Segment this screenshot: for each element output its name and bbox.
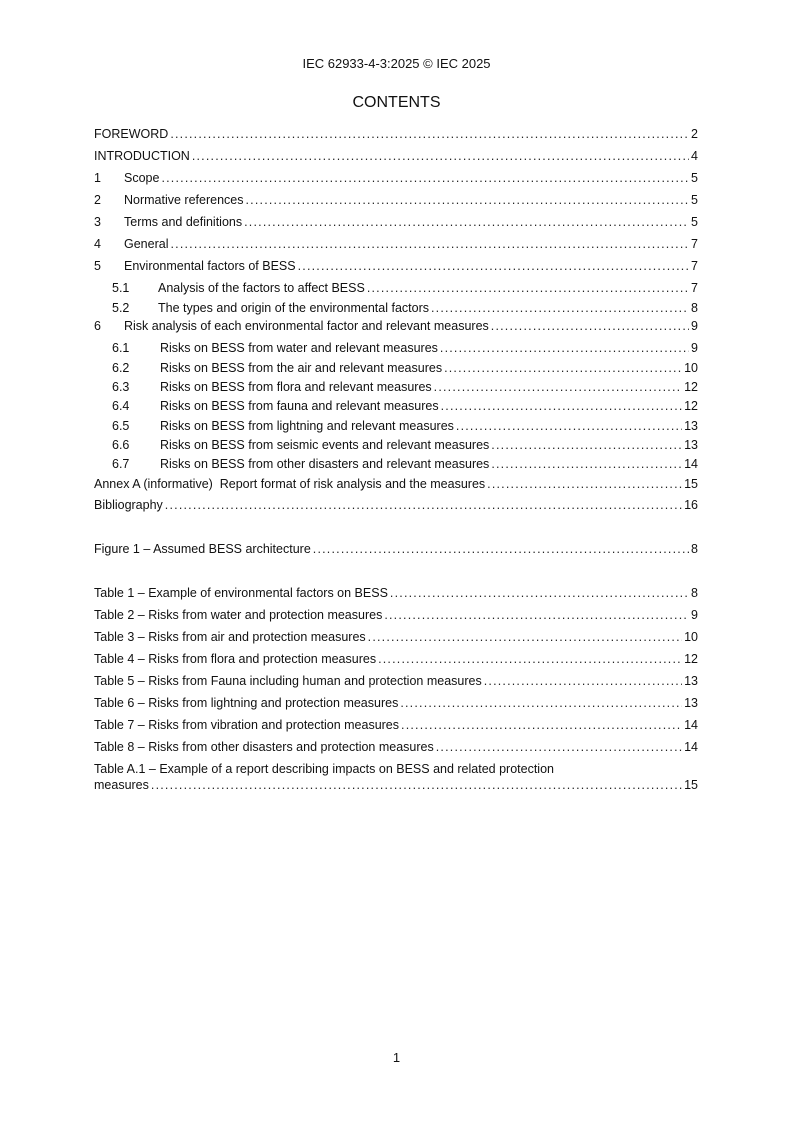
toc-entry-number: 5 bbox=[94, 259, 101, 273]
toc-entry-number: 6.2 bbox=[112, 361, 130, 375]
leader-dots bbox=[367, 280, 689, 296]
toc-entry-foreword[interactable] bbox=[94, 126, 698, 142]
toc-entry-number: 2 bbox=[94, 193, 101, 207]
toc-table-a1[interactable] bbox=[94, 777, 698, 793]
toc-entry-page: 7 bbox=[691, 259, 698, 273]
toc-entry-clause-6-1[interactable] bbox=[94, 340, 698, 356]
toc-entry-clause-1[interactable] bbox=[94, 170, 698, 186]
toc-entry-page: 9 bbox=[691, 319, 698, 333]
leader-dots bbox=[378, 651, 682, 667]
toc-entry-label: Risks on BESS from lightning and relevant measures bbox=[160, 419, 454, 433]
toc-entry-page: 5 bbox=[691, 171, 698, 185]
toc-entry-label: Figure 1 – Assumed BESS architecture bbox=[94, 542, 311, 556]
toc-table-3[interactable] bbox=[94, 629, 698, 645]
toc-entry-label: Risks on BESS from other disasters and relevant measures bbox=[160, 457, 490, 471]
toc-entry-page: 8 bbox=[691, 586, 698, 600]
toc-entry-page: 9 bbox=[691, 341, 698, 355]
toc-entry-clause-6-3[interactable] bbox=[94, 379, 698, 395]
toc-entry-clause-6-5[interactable] bbox=[94, 418, 698, 434]
toc-entry-clause-5[interactable] bbox=[94, 258, 698, 274]
toc-entry-bibliography[interactable] bbox=[94, 497, 698, 513]
toc-entry-label: The types and origin of the environmental factors bbox=[158, 301, 429, 315]
toc-entry-number: 1 bbox=[94, 171, 101, 185]
toc-entry-number: 6.7 bbox=[112, 457, 130, 471]
toc-table-a1-line1[interactable] bbox=[94, 761, 698, 777]
toc-figure-1[interactable] bbox=[94, 541, 698, 557]
toc-table-6[interactable] bbox=[94, 695, 698, 711]
toc-entry-label: Table 2 – Risks from water and protection measures bbox=[94, 608, 383, 622]
toc-entry-label: General bbox=[124, 237, 169, 251]
toc-entry-page: 13 bbox=[684, 674, 698, 688]
toc-entry-label: Risk analysis of each environmental factor and relevant measures bbox=[124, 319, 489, 333]
leader-dots bbox=[390, 585, 689, 601]
toc-entry-label: Environmental factors of BESS bbox=[124, 259, 296, 273]
leader-dots bbox=[165, 497, 682, 513]
toc-entry-label: Risks on BESS from water and relevant measures bbox=[160, 341, 438, 355]
toc-table-1[interactable] bbox=[94, 585, 698, 601]
leader-dots bbox=[161, 170, 689, 186]
toc-entry-label: Risks on BESS from seismic events and relevant measures bbox=[160, 438, 490, 452]
toc-entry-page: 14 bbox=[684, 740, 698, 754]
leader-dots bbox=[456, 418, 682, 434]
toc-entry-annex-a[interactable] bbox=[94, 476, 698, 492]
toc-entry-page: 8 bbox=[691, 301, 698, 315]
toc-entry-label: FOREWORD bbox=[94, 127, 169, 141]
toc-entry-page: 15 bbox=[684, 477, 698, 491]
toc-entry-label: Risks on BESS from flora and relevant measures bbox=[160, 380, 432, 394]
toc-entry-page: 15 bbox=[684, 778, 698, 792]
toc-entry-clause-2[interactable] bbox=[94, 192, 698, 208]
leader-dots bbox=[431, 300, 689, 316]
toc-entry-page: 13 bbox=[684, 696, 698, 710]
toc-entry-page: 10 bbox=[684, 630, 698, 644]
toc-entry-label: Table 4 – Risks from flora and protection measures bbox=[94, 652, 377, 666]
toc-entry-page: 16 bbox=[684, 498, 698, 512]
toc-entry-label: Risks on BESS from the air and relevant measures bbox=[160, 361, 443, 375]
toc-entry-page: 13 bbox=[684, 419, 698, 433]
toc-entry-number: 5.1 bbox=[112, 281, 130, 295]
toc-entry-page: 7 bbox=[691, 281, 698, 295]
toc-entry-label: Table 1 – Example of environmental factors on BESS bbox=[94, 586, 388, 600]
toc-entry-label: Bibliography bbox=[94, 498, 163, 512]
leader-dots bbox=[170, 236, 689, 252]
toc-entry-page: 14 bbox=[684, 718, 698, 732]
leader-dots bbox=[298, 258, 689, 274]
toc-entry-label: Risks on BESS from fauna and relevant measures bbox=[160, 399, 439, 413]
leader-dots bbox=[491, 437, 682, 453]
leader-dots bbox=[244, 214, 689, 230]
leader-dots bbox=[400, 695, 682, 711]
toc-table-8[interactable] bbox=[94, 739, 698, 755]
page-number: 1 bbox=[392, 1050, 401, 1065]
leader-dots bbox=[444, 360, 682, 376]
leader-dots bbox=[192, 148, 689, 164]
toc-entry-clause-6-7[interactable] bbox=[94, 456, 698, 472]
leader-dots bbox=[440, 340, 689, 356]
toc-entry-page: 5 bbox=[691, 193, 698, 207]
toc-entry-label: Scope bbox=[124, 171, 160, 185]
toc-entry-clause-5-2[interactable] bbox=[94, 300, 698, 316]
leader-dots bbox=[436, 739, 682, 755]
toc-entry-page: 2 bbox=[691, 127, 698, 141]
toc-entry-number: 6.5 bbox=[112, 419, 130, 433]
toc-entry-number: 3 bbox=[94, 215, 101, 229]
leader-dots bbox=[313, 541, 689, 557]
leader-dots bbox=[491, 456, 682, 472]
toc-entry-clause-6[interactable] bbox=[94, 318, 698, 334]
toc-entry-clause-6-4[interactable] bbox=[94, 398, 698, 414]
toc-entry-page: 12 bbox=[684, 380, 698, 394]
toc-entry-label: measures bbox=[94, 778, 149, 792]
toc-entry-label: Table A.1 – Example of a report describing impacts on BESS and related protection bbox=[94, 762, 554, 776]
page-header: IEC 62933-4-3:2025 © IEC 2025 bbox=[302, 56, 491, 71]
toc-entry-label: Table 5 – Risks from Fauna including human and protection measures bbox=[94, 674, 482, 688]
toc-entry-label: Annex A (informative) Report format of risk analysis and the measures bbox=[94, 477, 486, 491]
leader-dots bbox=[487, 476, 682, 492]
toc-table-4[interactable] bbox=[94, 651, 698, 667]
toc-entry-label: Table 7 – Risks from vibration and protection measures bbox=[94, 718, 400, 732]
toc-entry-page: 9 bbox=[691, 608, 698, 622]
toc-entry-label: Table 3 – Risks from air and protection measures bbox=[94, 630, 366, 644]
toc-entry-number: 5.2 bbox=[112, 301, 130, 315]
leader-dots bbox=[441, 398, 682, 414]
toc-entry-label: Normative references bbox=[124, 193, 244, 207]
leader-dots bbox=[170, 126, 689, 142]
toc-entry-page: 4 bbox=[691, 149, 698, 163]
toc-entry-clause-4[interactable] bbox=[94, 236, 698, 252]
toc-entry-page: 5 bbox=[691, 215, 698, 229]
toc-entry-label: Terms and definitions bbox=[124, 215, 243, 229]
toc-entry-number: 6 bbox=[94, 319, 101, 333]
toc-entry-introduction[interactable] bbox=[94, 148, 698, 164]
leader-dots bbox=[151, 777, 682, 793]
leader-dots bbox=[434, 379, 682, 395]
toc-entry-page: 8 bbox=[691, 542, 698, 556]
toc-entry-number: 6.4 bbox=[112, 399, 130, 413]
leader-dots bbox=[384, 607, 689, 623]
toc-entry-clause-6-2[interactable] bbox=[94, 360, 698, 376]
toc-entry-label: INTRODUCTION bbox=[94, 149, 190, 163]
toc-entry-page: 12 bbox=[684, 652, 698, 666]
leader-dots bbox=[401, 717, 682, 733]
toc-entry-clause-3[interactable] bbox=[94, 214, 698, 230]
toc-entry-label: Analysis of the factors to affect BESS bbox=[158, 281, 365, 295]
leader-dots bbox=[491, 318, 689, 334]
leader-dots bbox=[368, 629, 682, 645]
toc-entry-page: 14 bbox=[684, 457, 698, 471]
toc-entry-page: 13 bbox=[684, 438, 698, 452]
page-title: CONTENTS bbox=[352, 94, 441, 111]
toc-table-5[interactable] bbox=[94, 673, 698, 689]
toc-entry-clause-5-1[interactable] bbox=[94, 280, 698, 296]
toc-entry-label: Table 6 – Risks from lightning and protection measures bbox=[94, 696, 399, 710]
leader-dots bbox=[246, 192, 690, 208]
toc-table-2[interactable] bbox=[94, 607, 698, 623]
toc-entry-label: Table 8 – Risks from other disasters and protection measures bbox=[94, 740, 434, 754]
toc-entry-number: 6.6 bbox=[112, 438, 130, 452]
toc-entry-number: 6.3 bbox=[112, 380, 130, 394]
toc-entry-clause-6-6[interactable] bbox=[94, 437, 698, 453]
toc-entry-page: 12 bbox=[684, 399, 698, 413]
toc-entry-page: 10 bbox=[684, 361, 698, 375]
toc-table-7[interactable] bbox=[94, 717, 698, 733]
toc-entry-number: 4 bbox=[94, 237, 101, 251]
toc-entry-page: 7 bbox=[691, 237, 698, 251]
toc-entry-number: 6.1 bbox=[112, 341, 130, 355]
leader-dots bbox=[484, 673, 682, 689]
